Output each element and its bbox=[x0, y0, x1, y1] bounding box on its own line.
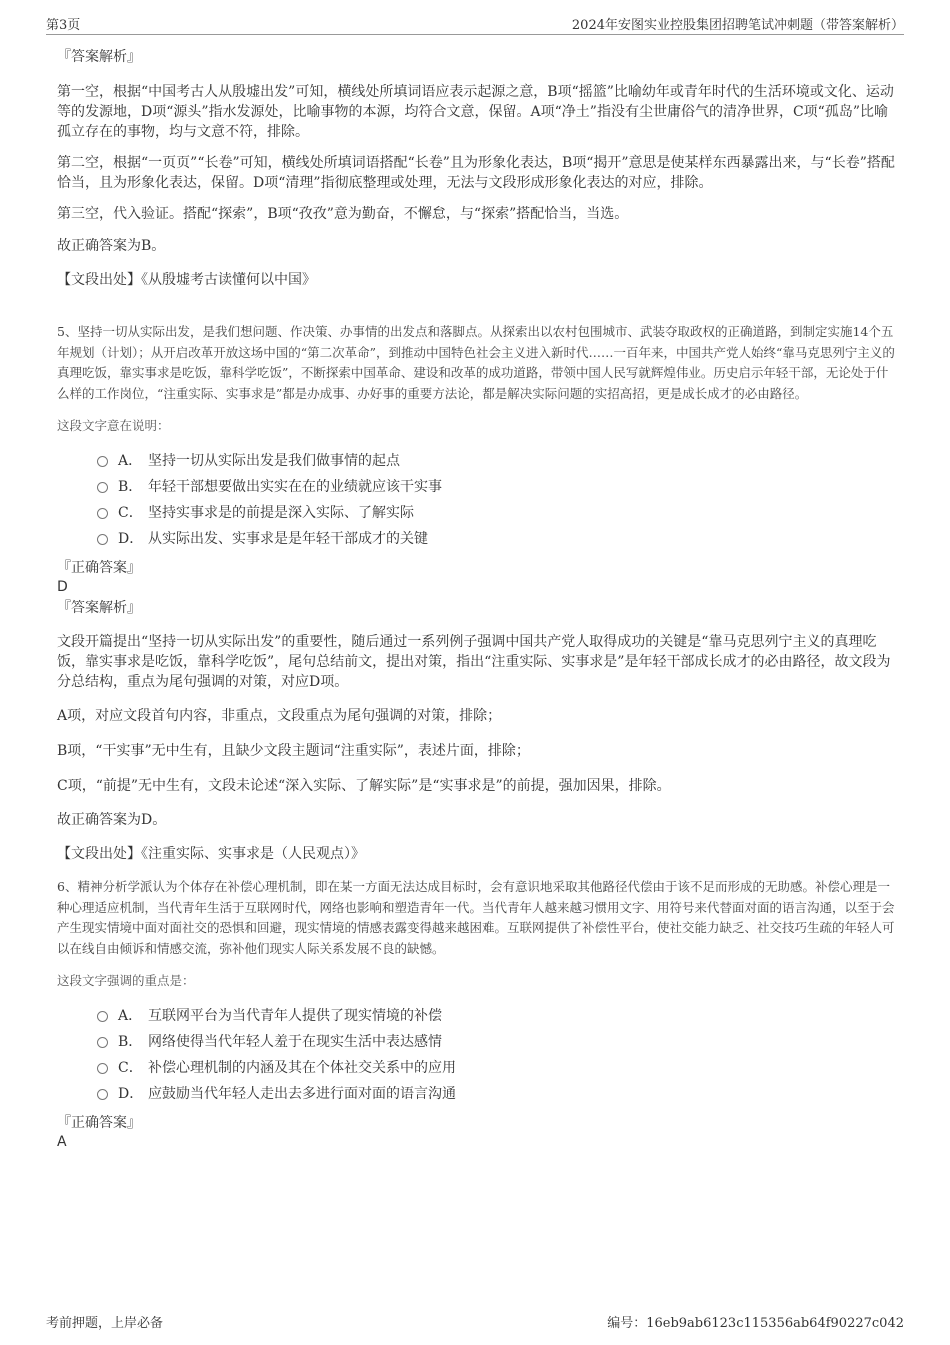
document-title: 2024年安图实业控股集团招聘笔试冲刺题（带答案解析） bbox=[571, 18, 904, 33]
radio-icon[interactable] bbox=[97, 1011, 108, 1022]
analysis-conclusion: 故正确答案为D。 bbox=[57, 812, 167, 828]
correct-answer-label: 『正确答案』 bbox=[57, 1115, 141, 1131]
source-citation: 【文段出处】《从殷墟考古读懂何以中国》 bbox=[57, 272, 316, 288]
option-list bbox=[57, 1003, 897, 1107]
analysis-label: 『答案解析』 bbox=[57, 49, 141, 65]
radio-icon[interactable] bbox=[97, 1063, 108, 1074]
option-c[interactable]: C． 补偿心理机制的内涵及其在个体社交关系中的应用 bbox=[97, 1055, 897, 1081]
question-prompt: 这段文字意在说明： bbox=[57, 418, 170, 433]
analysis-paragraph: B项，“干实事”无中生有，且缺少文段主题词“注重实际”，表述片面，排除； bbox=[57, 743, 530, 759]
question-prompt: 这段文字强调的重点是： bbox=[57, 973, 195, 988]
option-a[interactable]: A． 互联网平台为当代青年人提供了现实情境的补偿 bbox=[97, 1003, 897, 1029]
correct-answer-label: 『正确答案』 bbox=[57, 560, 141, 576]
page-content bbox=[57, 44, 897, 1151]
radio-icon[interactable] bbox=[97, 482, 108, 493]
analysis-paragraph: 第二空，根据“一页页”“长卷”可知，横线处所填词语搭配“长卷”且为形象化表达，B项“揭开”意思是使某样东西暴露出来，与“长卷”搭配恰当，且为形象化表达，保留。D项“清理”指彻底整理或处理，无法与文段形成形象化表达的对应，排除。 bbox=[57, 155, 895, 191]
page-number: 第3页 bbox=[46, 18, 81, 33]
option-c[interactable]: C． 坚持实事求是的前提是深入实际、了解实际 bbox=[97, 500, 897, 526]
option-d[interactable]: D． 从实际出发、实事求是是年轻干部成才的关键 bbox=[97, 526, 897, 552]
source-citation: 【文段出处】《注重实际、实事求是（人民观点）》 bbox=[57, 846, 365, 862]
correct-answer: D bbox=[57, 579, 68, 595]
radio-icon[interactable] bbox=[97, 1089, 108, 1100]
analysis-paragraph: 文段开篇提出“坚持一切从实际出发”的重要性，随后通过一系列例子强调中国共产党人取得成功的关键是“靠马克思列宁主义的真理吃饭，靠实事求是吃饭，靠科学吃饭”，尾句总结前文，提出对策，指出“注重实际、实事求是”是年轻干部成长成才的必由路径，故文段为分总结构，重点为尾句强调的对策，对应D项。 bbox=[57, 634, 891, 690]
radio-icon[interactable] bbox=[97, 534, 108, 545]
analysis-conclusion: 故正确答案为B。 bbox=[57, 238, 166, 254]
question-text: 6、精神分析学派认为个体存在补偿心理机制，即在某一方面无法达成目标时，会有意识地采取其他路径代偿由于该不足而形成的无助感。补偿心理是一种心理适应机制，当代青年生活于互联网时代，网络也影响和塑造青年一代。当代青年人越来越习惯用文字、用符号来代替面对面的语言沟通，以至于会产生现实情境中面对面社交的恐惧和回避，现实情境的情感表露变得越来越困难。互联网提供了补偿性平台，使社交能力缺乏、社交技巧生疏的年轻人可以在线自由倾诉和情感交流，弥补他们现实人际关系发展不良的缺憾。 bbox=[57, 879, 895, 956]
analysis-paragraph: 第一空，根据“中国考古人从殷墟出发”可知，横线处所填词语应表示起源之意，B项“摇篮”比喻幼年或青年时代的生活环境或文化、运动等的发源地，D项“源头”指水发源处，比喻事物的本源，均符合文意，保留。A项“净土”指没有尘世庸俗气的清净世界，C项“孤岛”比喻孤立存在的事物，均与文意不符，排除。 bbox=[57, 84, 894, 140]
option-a[interactable]: A． 坚持一切从实际出发是我们做事情的起点 bbox=[97, 448, 897, 474]
analysis-paragraph: A项，对应文段首句内容，非重点，文段重点为尾句强调的对策，排除； bbox=[57, 708, 502, 724]
option-d[interactable]: D． 应鼓励当代年轻人走出去多进行面对面的语言沟通 bbox=[97, 1081, 897, 1107]
analysis-paragraph: C项，“前提”无中生有，文段未论述“深入实际、了解实际”是“实事求是”的前提，强加因果，排除。 bbox=[57, 778, 671, 794]
option-list bbox=[57, 448, 897, 552]
analysis-label: 『答案解析』 bbox=[57, 600, 141, 616]
option-b[interactable]: B． 网络使得当代年轻人羞于在现实生活中表达感情 bbox=[97, 1029, 897, 1055]
correct-answer: A bbox=[57, 1134, 67, 1150]
footer-slogan: 考前押题，上岸必备 bbox=[46, 1316, 164, 1331]
radio-icon[interactable] bbox=[97, 508, 108, 519]
analysis-paragraph: 第三空，代入验证。搭配“探索”，B项“孜孜”意为勤奋，不懈怠，与“探索”搭配恰当，当选。 bbox=[57, 206, 629, 222]
question-text: 5、坚持一切从实际出发，是我们想问题、作决策、办事情的出发点和落脚点。从探索出以农村包围城市、武装夺取政权的正确道路，到制定实施14个五年规划（计划）；从开启改革开放这场中国的“第二次革命”，到推动中国特色社会主义进入新时代……一百年来，中国共产党人始终“靠马克思列宁主义的真理吃饭，靠实事求是吃饭，靠科学吃饭”，不断探索中国革命、建设和改革的成功道路，带领中国人民写就辉煌伟业。历史启示年轻干部，无论处于什么样的工作岗位，“注重实际、实事求是”都是办成事、办好事的重要方法论，都是解决实际问题的实招高招，更是成长成才的必由路径。 bbox=[57, 324, 895, 401]
document-id: 编号：16eb9ab6123c115356ab64f90227c042 bbox=[607, 1316, 904, 1331]
radio-icon[interactable] bbox=[97, 1037, 108, 1048]
option-b[interactable]: B． 年轻干部想要做出实实在在的业绩就应该干实事 bbox=[97, 474, 897, 500]
page-header bbox=[46, 12, 904, 35]
radio-icon[interactable] bbox=[97, 456, 108, 467]
